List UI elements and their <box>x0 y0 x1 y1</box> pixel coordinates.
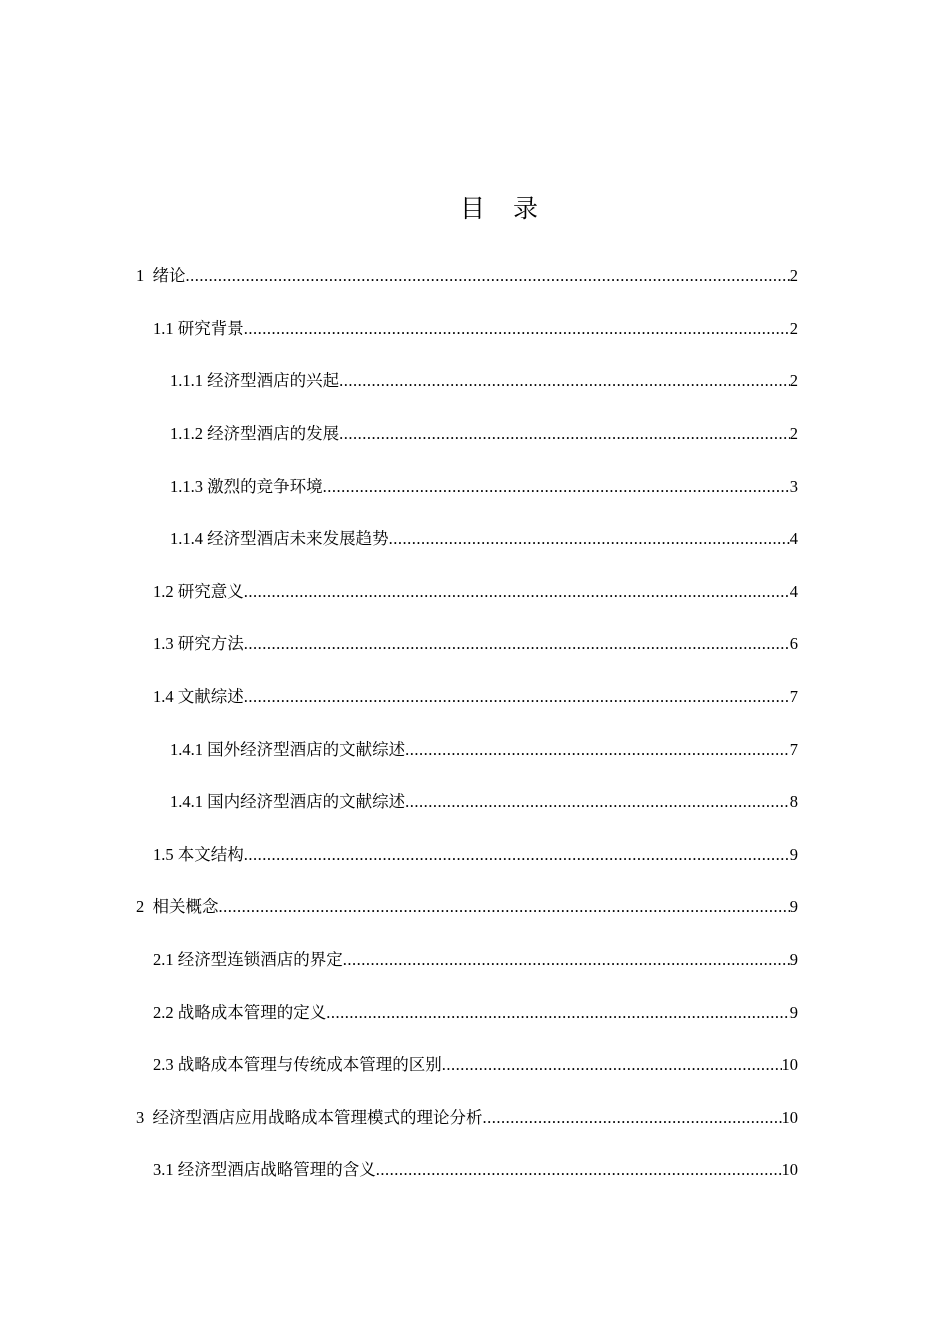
toc-entry-page-number: 9 <box>789 1002 798 1022</box>
toc-entry-number: 1.5 <box>153 844 178 864</box>
toc-entry-number: 1.4.1 <box>170 739 208 759</box>
toc-entry-number: 1.3 <box>153 634 178 654</box>
toc-dot-leader <box>323 476 790 498</box>
toc-entry-page-number: 3 <box>789 476 798 496</box>
toc-entry-title: 研究方法 <box>177 634 244 654</box>
toc-entry-number: 1.1.4 <box>170 529 208 549</box>
toc-dot-leader <box>244 581 790 603</box>
toc-entry-number: 2 <box>136 897 153 917</box>
toc-entry-page-number: 2 <box>789 318 798 338</box>
toc-entry[interactable] <box>0 829 950 882</box>
toc-dot-leader <box>376 1159 782 1181</box>
toc-entry-page-number: 2 <box>789 424 798 444</box>
toc-entry[interactable] <box>0 881 950 934</box>
toc-dot-leader <box>186 265 790 287</box>
toc-entry-page-number: 10 <box>781 1160 798 1180</box>
toc-dot-leader <box>339 423 790 445</box>
toc-dot-leader <box>326 1002 790 1024</box>
toc-entry-page-number: 2 <box>789 371 798 391</box>
toc-entry-page-number: 9 <box>789 950 798 970</box>
toc-entry-number: 1.1.3 <box>170 476 208 496</box>
toc-dot-leader <box>405 791 790 813</box>
toc-entry-number: 1.1.2 <box>170 424 208 444</box>
toc-entry-number: 3.1 <box>153 1160 178 1180</box>
toc-dot-leader <box>442 1054 782 1076</box>
toc-entry-title: 相关概念 <box>152 897 219 917</box>
toc-title <box>0 192 950 226</box>
toc-dot-leader <box>405 739 790 761</box>
toc-dot-leader <box>244 318 790 340</box>
toc-dot-leader <box>483 1107 782 1129</box>
toc-entry[interactable] <box>0 1144 950 1197</box>
toc-entry-title: 国内经济型酒店的文献综述 <box>207 792 406 812</box>
toc-entry[interactable] <box>0 934 950 987</box>
toc-entry[interactable] <box>0 408 950 461</box>
toc-entry-number: 1.4 <box>153 687 178 707</box>
toc-entry-number: 1.4.1 <box>170 792 208 812</box>
toc-entry-page-number: 9 <box>789 897 798 917</box>
toc-entry-title: 本文结构 <box>177 844 244 864</box>
toc-dot-leader <box>389 528 790 550</box>
toc-entry-number: 1 <box>136 266 153 286</box>
toc-entry[interactable] <box>0 723 950 776</box>
toc-entry-title: 绪论 <box>152 266 186 286</box>
toc-dot-leader <box>343 949 790 971</box>
toc-entry-page-number: 10 <box>781 1107 798 1127</box>
toc-entry[interactable] <box>0 460 950 513</box>
toc-entry-page-number: 9 <box>789 844 798 864</box>
toc-title-char-1: 目 <box>459 194 485 223</box>
table-of-contents <box>0 250 950 1197</box>
toc-entry-page-number: 7 <box>789 739 798 759</box>
toc-entry-title: 经济型酒店的兴起 <box>207 371 340 391</box>
toc-entry-number: 2.1 <box>153 950 178 970</box>
toc-entry-number: 2.2 <box>153 1002 178 1022</box>
toc-entry-page-number: 7 <box>789 687 798 707</box>
toc-entry-title: 激烈的竞争环境 <box>207 476 323 496</box>
toc-entry-title: 经济型酒店应用战略成本管理模式的理论分析 <box>152 1107 483 1127</box>
toc-entry-title: 经济型酒店的发展 <box>207 424 340 444</box>
toc-entry-title: 国外经济型酒店的文献综述 <box>207 739 406 759</box>
toc-entry[interactable] <box>0 303 950 356</box>
toc-entry-page-number: 10 <box>781 1055 798 1075</box>
toc-dot-leader <box>244 633 790 655</box>
toc-entry-page-number: 4 <box>789 581 798 601</box>
toc-entry-title: 研究背景 <box>177 318 244 338</box>
toc-entry[interactable] <box>0 513 950 566</box>
toc-entry[interactable] <box>0 776 950 829</box>
toc-title-char-2: 录 <box>513 194 539 223</box>
toc-entry-number: 1.1.1 <box>170 371 208 391</box>
toc-entry-page-number: 8 <box>789 792 798 812</box>
toc-entry[interactable] <box>0 1039 950 1092</box>
toc-entry[interactable] <box>0 566 950 619</box>
toc-entry[interactable] <box>0 671 950 724</box>
toc-dot-leader <box>219 896 790 918</box>
toc-dot-leader <box>339 370 790 392</box>
toc-entry-title: 战略成本管理与传统成本管理的区别 <box>177 1055 442 1075</box>
toc-entry-page-number: 2 <box>789 266 798 286</box>
toc-entry-title: 文献综述 <box>177 687 244 707</box>
toc-entry-number: 2.3 <box>153 1055 178 1075</box>
toc-dot-leader <box>244 686 790 708</box>
toc-dot-leader <box>244 844 790 866</box>
toc-entry-page-number: 4 <box>789 529 798 549</box>
toc-entry-title: 研究意义 <box>177 581 244 601</box>
toc-entry-title: 经济型连锁酒店的界定 <box>177 950 343 970</box>
toc-entry-title: 经济型酒店战略管理的含义 <box>177 1160 376 1180</box>
toc-entry-title: 战略成本管理的定义 <box>177 1002 327 1022</box>
toc-entry-number: 3 <box>136 1107 153 1127</box>
toc-entry[interactable] <box>0 986 950 1039</box>
toc-entry-title: 经济型酒店未来发展趋势 <box>207 529 389 549</box>
toc-entry-number: 1.1 <box>153 318 178 338</box>
toc-entry[interactable] <box>0 250 950 303</box>
toc-entry[interactable] <box>0 1092 950 1145</box>
toc-entry-page-number: 6 <box>789 634 798 654</box>
toc-entry[interactable] <box>0 618 950 671</box>
toc-entry-number: 1.2 <box>153 581 178 601</box>
toc-entry[interactable] <box>0 355 950 408</box>
